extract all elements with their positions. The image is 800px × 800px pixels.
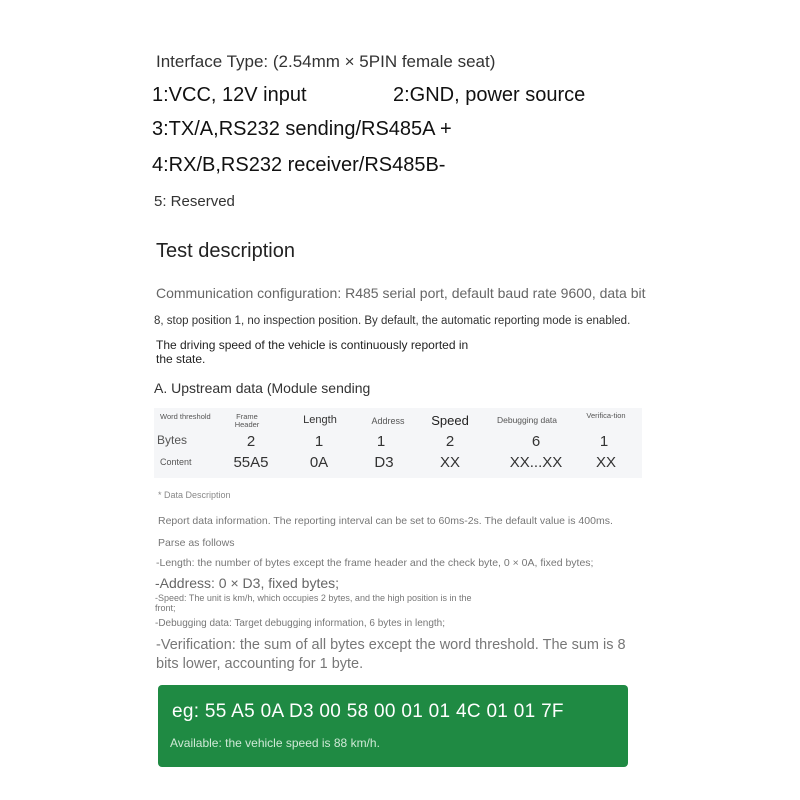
test-description-heading: Test description <box>156 240 295 262</box>
report-interval-note: Report data information. The reporting interval can be set to 60ms-2s. The default value is 400ms. <box>158 515 613 527</box>
example-box <box>158 685 628 767</box>
pin5-description: 5: Reserved <box>154 193 235 210</box>
parse-heading: Parse as follows <box>158 537 235 549</box>
content-address: D3 <box>374 454 394 471</box>
verification-note: -Verification: the sum of all bytes except the word threshold. The sum is 8 bits lower, accounting for 1 byte. <box>156 637 626 672</box>
pin3-description: 3:TX/A,RS232 sending/RS485A + <box>152 118 452 140</box>
data-description-label: * Data Description <box>158 490 231 500</box>
header-word-threshold: Word threshold <box>160 412 211 421</box>
content-length: 0A <box>309 454 329 471</box>
bytes-debugging: 6 <box>531 433 541 450</box>
bytes-row-label: Bytes <box>157 433 188 447</box>
content-frame-header: 55A5 <box>233 454 269 471</box>
debugging-note: -Debugging data: Target debugging information, 6 bytes in length; <box>155 618 446 629</box>
bytes-length: 1 <box>314 433 324 450</box>
pin1-description: 1:VCC, 12V input <box>152 84 307 106</box>
header-frame-header: Frame Header <box>234 412 260 429</box>
driving-speed-note: The driving speed of the vehicle is continuously reported in the state. <box>156 338 469 366</box>
header-speed: Speed <box>431 413 469 428</box>
header-address: Address <box>371 416 405 426</box>
speed-note: -Speed: The unit is km/h, which occupies 2 bytes, and the high position is in the front; <box>155 593 472 613</box>
communication-config-line1: Communication configuration: R485 serial port, default baud rate 9600, data bit <box>156 285 646 301</box>
pin2-description: 2:GND, power source <box>393 84 586 106</box>
example-bytes: eg: 55 A5 0A D3 00 58 00 01 01 4C 01 01 7F <box>172 701 564 722</box>
communication-config-line2: 8, stop position 1, no inspection position. By default, the automatic reporting mode is enabled. <box>154 315 631 327</box>
protocol-table <box>154 408 642 478</box>
header-length: Length <box>303 414 337 426</box>
upstream-data-heading: A. Upstream data (Module sending <box>154 380 371 396</box>
example-result: Available: the vehicle speed is 88 km/h. <box>170 736 380 750</box>
content-verification: XX <box>595 454 616 471</box>
header-verification: Verifica-tion <box>586 411 626 420</box>
interface-type-line: Interface Type: (2.54mm × 5PIN female seat) <box>156 52 496 71</box>
bytes-address: 1 <box>376 433 386 450</box>
address-note: -Address: 0 × D3, fixed bytes; <box>155 575 340 591</box>
content-speed: XX <box>439 454 460 471</box>
bytes-frame-header: 2 <box>246 433 256 450</box>
content-row-label: Content <box>160 457 192 467</box>
pin4-description: 4:RX/B,RS232 receiver/RS485B- <box>152 154 446 176</box>
content-debugging: XX...XX <box>509 454 563 471</box>
length-note: -Length: the number of bytes except the frame header and the check byte, 0 × 0A, fixed bytes; <box>156 557 594 569</box>
header-debugging-data: Debugging data <box>496 415 558 425</box>
bytes-verification: 1 <box>599 433 609 450</box>
bytes-speed: 2 <box>445 433 455 450</box>
